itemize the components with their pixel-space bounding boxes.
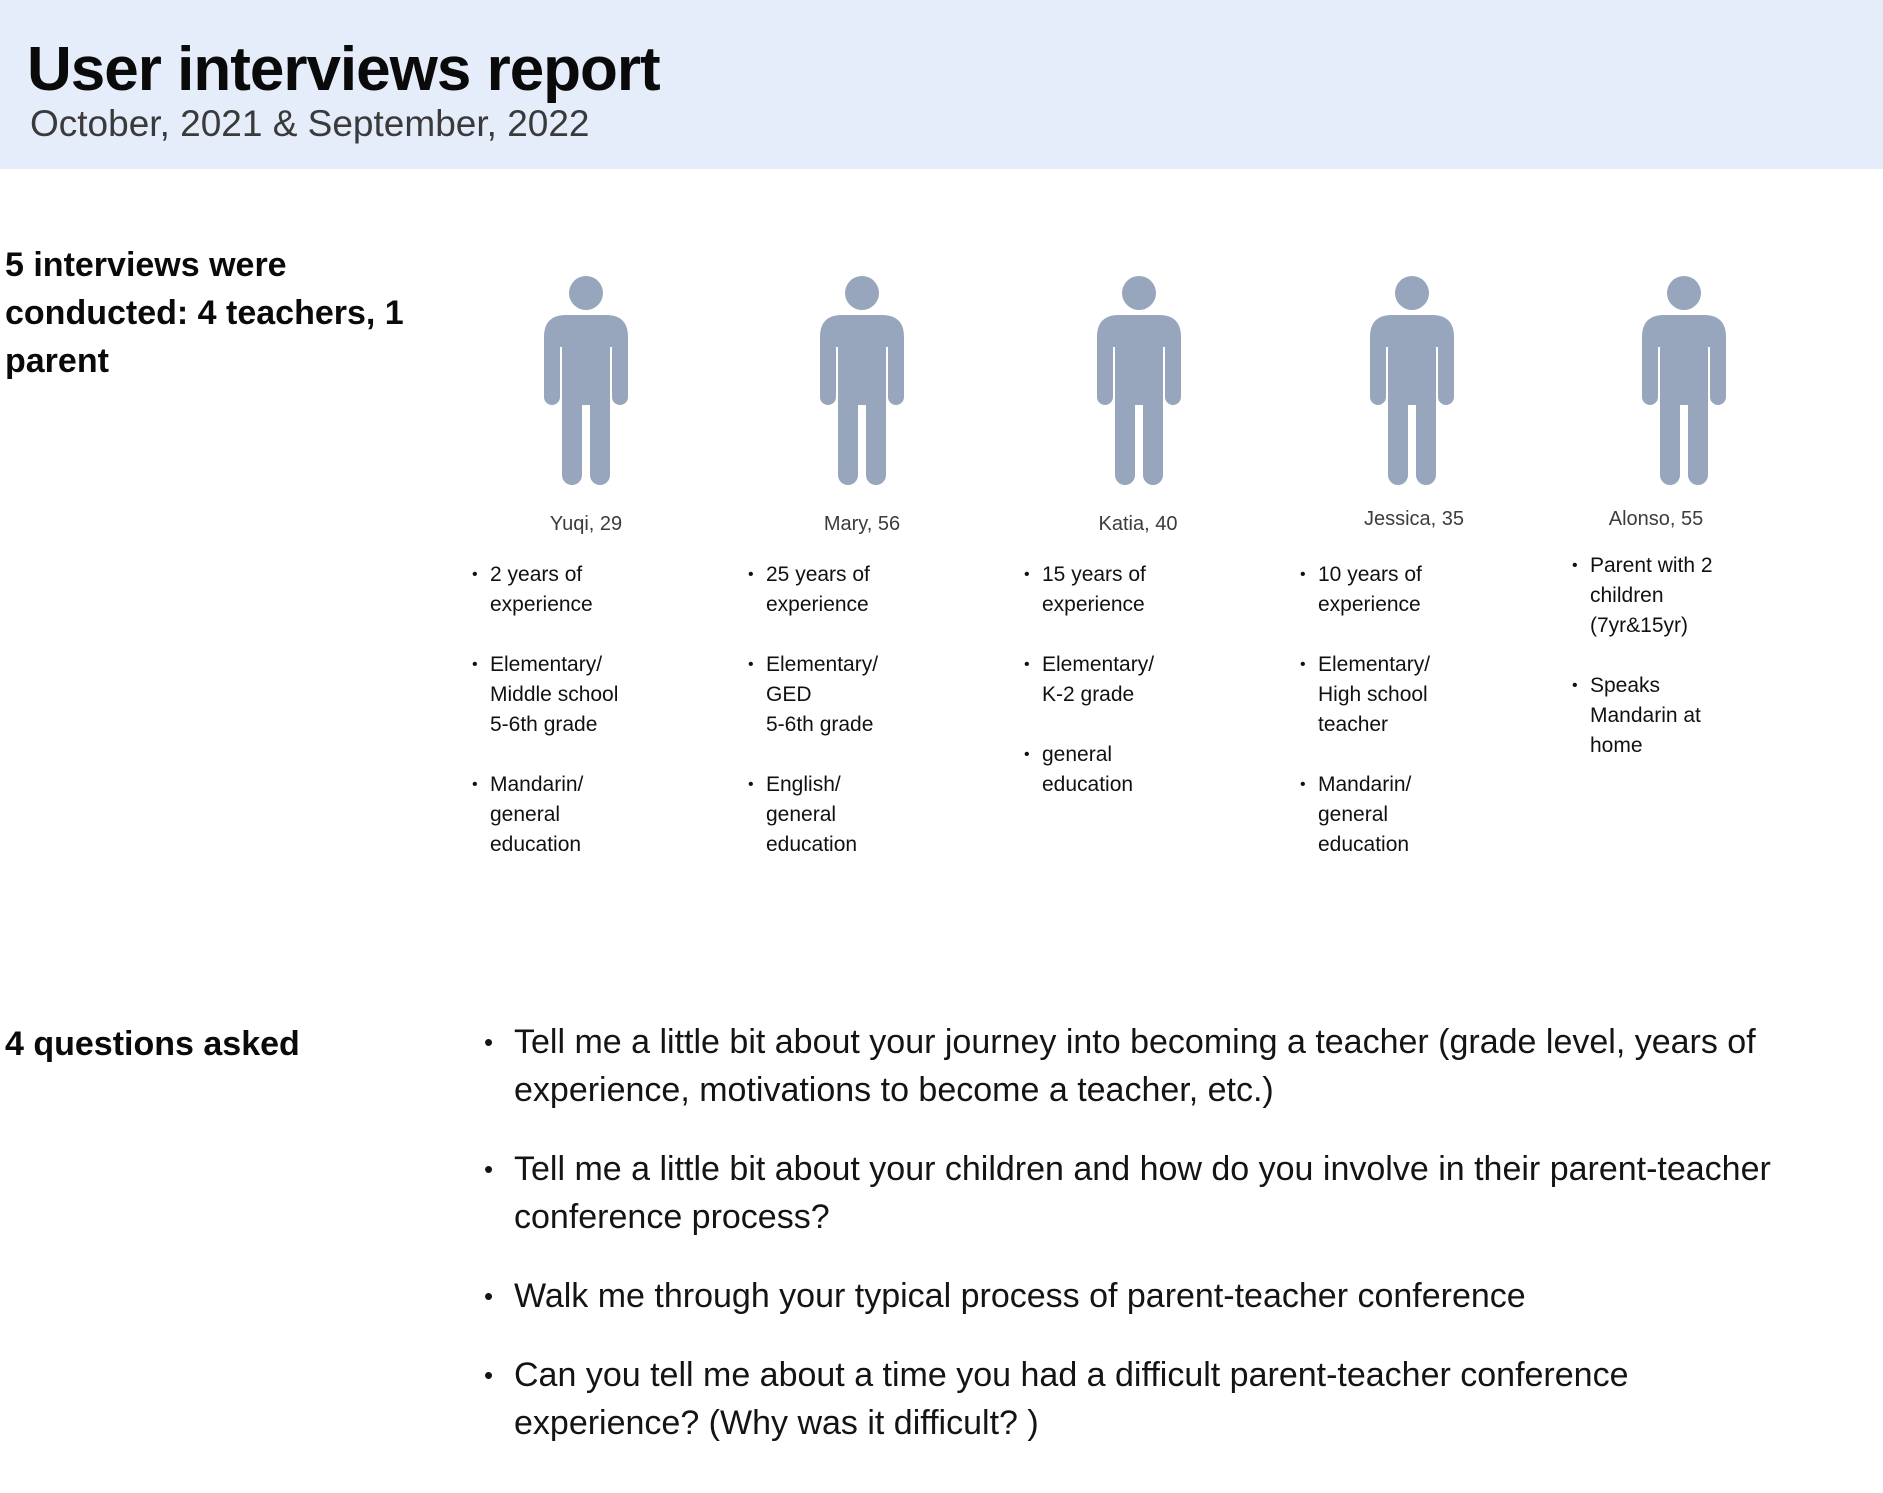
persona-detail: • English/ general education bbox=[766, 770, 878, 860]
persona-detail: • general education bbox=[1042, 740, 1154, 800]
page-title: User interviews report bbox=[27, 35, 660, 104]
persona-name: Jessica, 35 bbox=[1363, 508, 1465, 530]
report-header bbox=[0, 0, 1883, 169]
persona-details bbox=[466, 560, 618, 890]
persona-detail: • Mandarin/ general education bbox=[1318, 770, 1430, 860]
question-item: • Tell me a little bit about your children and how do you involve in their parent-teacher conference process? bbox=[514, 1145, 1814, 1241]
persona-detail: • 10 years of experience bbox=[1318, 560, 1430, 620]
person-icon bbox=[544, 275, 628, 485]
person-icon bbox=[1642, 275, 1726, 485]
persona-detail: • Elementary/ K-2 grade bbox=[1042, 650, 1154, 710]
persona-detail: • 2 years of experience bbox=[490, 560, 618, 620]
questions-heading: 4 questions asked bbox=[5, 1025, 300, 1063]
persona-details bbox=[1294, 560, 1430, 890]
persona-details bbox=[1018, 560, 1154, 830]
persona-detail: • Elementary/ Middle school 5-6th grade bbox=[490, 650, 618, 740]
interviews-heading: 5 interviews were conducted: 4 teachers, 1 parent bbox=[5, 246, 404, 380]
persona-details bbox=[1566, 551, 1713, 791]
persona-name: Mary, 56 bbox=[823, 513, 901, 535]
question-item: • Tell me a little bit about your journey into becoming a teacher (grade level, years of experience, motivations to become a teacher, etc.) bbox=[514, 1018, 1814, 1114]
question-item: • Walk me through your typical process of parent-teacher conference bbox=[514, 1272, 1814, 1320]
persona-detail: • Mandarin/ general education bbox=[490, 770, 618, 860]
persona-name: Katia, 40 bbox=[1098, 513, 1178, 535]
persona-details bbox=[742, 560, 878, 890]
persona-name: Yuqi, 29 bbox=[549, 513, 623, 535]
persona-name: Alonso, 55 bbox=[1608, 508, 1704, 530]
persona-detail: • 25 years of experience bbox=[766, 560, 878, 620]
persona-detail: • Speaks Mandarin at home bbox=[1590, 671, 1713, 761]
page-subtitle: October, 2021 & September, 2022 bbox=[30, 103, 590, 144]
persona-detail: • 15 years of experience bbox=[1042, 560, 1154, 620]
person-icon bbox=[820, 275, 904, 485]
persona-detail: • Elementary/ High school teacher bbox=[1318, 650, 1430, 740]
question-item: • Can you tell me about a time you had a difficult parent-teacher conference experience? (Why was it difficult? ) bbox=[514, 1351, 1814, 1447]
person-icon bbox=[1370, 275, 1454, 485]
persona-detail: • Elementary/ GED 5-6th grade bbox=[766, 650, 878, 740]
persona-detail: • Parent with 2 children (7yr&15yr) bbox=[1590, 551, 1713, 641]
person-icon bbox=[1097, 275, 1181, 485]
questions-list bbox=[480, 1018, 1814, 1478]
